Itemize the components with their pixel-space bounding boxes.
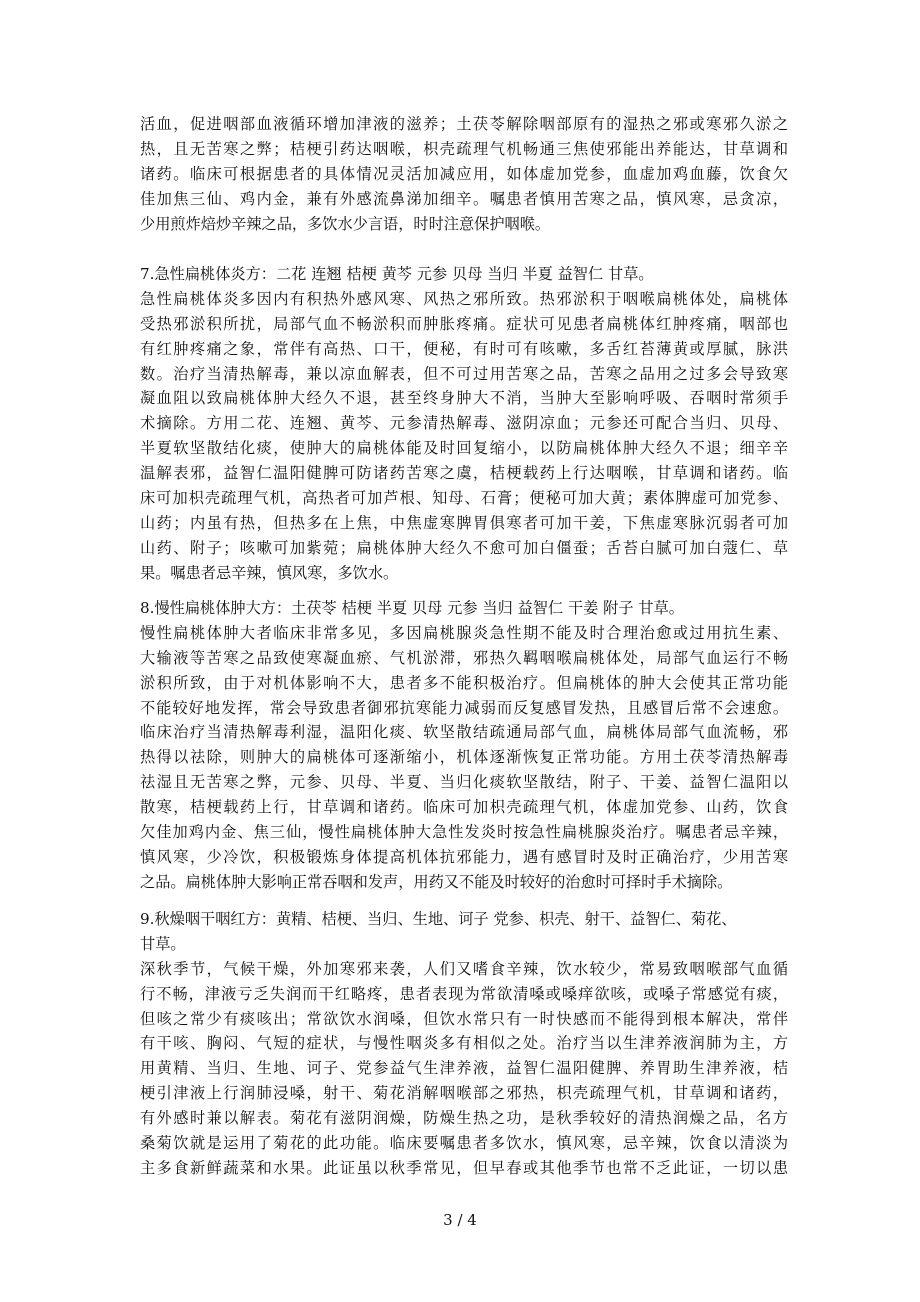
text-line: 受热邪淤积所扰，局部气血不畅淤积而肿胀疼痛。症状可见患者扁桃体红肿疼痛，咽部也 [140,314,788,333]
text-line: 热，且无苦寒之弊；桔梗引药达咽喉，枳壳疏理气机畅通三焦使邪能出养能达，甘草调和 [140,139,788,158]
text-line: 之品。扁桃体肿大影响正常吞咽和发声，用药又不能及时较好的治愈时可择时手术摘除。 [140,872,733,891]
section-heading: 8.慢性扁桃体肿大方：土茯苓 桔梗 半夏 贝母 元参 当归 益智仁 干姜 附子 甘草。 [140,599,684,617]
section-9 [140,907,788,1181]
text-line: 但咳之常少有痰咳出；常欲饮水润嗓，但饮水常只有一时快感而不能得到根本解决，常伴 [140,1009,788,1028]
section-heading-continuation: 甘草。 [140,934,186,953]
page-number: 3 / 4 [443,1211,477,1229]
text-line: 桑菊饮就是运用了菊花的此功能。临床要嘱患者多饮水，慎风寒，忌辛辣，饮食以清淡为 [140,1134,788,1153]
text-line: 半夏软坚散结化痰，使肿大的扁桃体能及时回复缩小，以防扁桃体肿大经久不退；细辛辛 [140,439,788,458]
text-line: 散寒，桔梗载药上行，甘草调和诸药。临床可加枳壳疏理气机，体虚加党参、山药，饮食 [140,798,788,817]
text-line: 行不畅，津液亏乏失润而干红略疼，患者表现为常欲清嗓或嗓痒欲咳，或嗓子常感觉有痰， [140,984,788,1003]
section-heading: 7.急性扁桃体炎方：二花 连翘 桔梗 黄芩 元参 贝母 当归 半夏 益智仁 甘草。 [140,265,654,283]
text-line: 欠佳加鸡内金、焦三仙，慢性扁桃体肿大急性发炎时按急性扁桃腺炎治疗。嘱患者忌辛辣， [140,823,788,842]
text-line: 慢性扁桃体肿大者临床非常多见，多因扁桃腺炎急性期不能及时合理治愈或过用抗生素、 [140,623,788,642]
paragraph-continuation [140,112,788,236]
text-line: 温解表邪，益智仁温阳健脾可防诸药苦寒之虞，桔梗载药上行达咽喉，甘草调和诸药。临 [140,464,788,483]
text-line: 祛湿且无苦寒之弊，元参、贝母、半夏、当归化痰软坚散结，附子、干姜、益智仁温阳以 [140,773,788,792]
text-line: 有干咳、胸闷、气短的症状，与慢性咽炎多有相似之处。治疗当以生津养液润肺为主，方 [140,1034,788,1053]
text-line: 少用煎炸焙炒辛辣之品，多饮水少言语，时时注意保护咽喉。 [140,214,551,233]
text-line: 诸药。临床可根据患者的具体情况灵活加减应用，如体虚加党参，血虚加鸡血藤，饮食欠 [140,164,788,183]
text-line: 术摘除。方用二花、连翘、黄芩、元参清热解毒、滋阴凉血；元参还可配合当归、贝母、 [140,414,788,433]
text-line: 急性扁桃体炎多因内有积热外感风寒、风热之邪所致。热邪淤积于咽喉扁桃体处，扁桃体 [140,289,788,308]
text-line: 山药；内虽有热，但热多在上焦，中焦虚寒脾胃俱寒者可加干姜，下焦虚寒脉沉弱者可加 [140,513,788,532]
text-line: 大输液等苦寒之品致使寒凝血瘀、气机淤滞，邪热久羁咽喉扁桃体处，局部气血运行不畅 [140,648,788,667]
text-line: 慎风寒，少冷饮，积极锻炼身体提高机体抗邪能力，遇有感冒时及时正确治疗，少用苦寒 [140,847,788,866]
text-line: 淤积所致，由于对机体影响不大，患者多不能积极治疗。但扁桃体的肿大会使其正常功能 [140,673,788,692]
section-7 [140,262,788,586]
text-line: 有外感时兼以解表。菊花有滋阴润燥，防燥生热之功，是秋季较好的清热润燥之品，名方 [140,1109,788,1128]
text-line: 活血，促进咽部血液循环增加津液的滋养；土茯苓解除咽部原有的湿热之邪或寒邪久淤之 [140,115,788,133]
text-line: 凝血阻以致扁桃体肿大经久不退，甚至终身肿大不消，当肿大至影响呼吸、吞咽时常须手 [140,389,788,408]
text-line: 数。治疗当清热解毒，兼以凉血解表，但不可过用苦寒之品，苦寒之品用之过多会导致寒 [140,364,788,383]
text-line: 临床治疗当清热解毒利湿，温阳化痰、软坚散结疏通局部气血，扁桃体局部气血流畅，邪 [140,723,788,742]
text-line: 主多食新鲜蔬菜和水果。此证虽以秋季常见，但早春或其他季节也常不乏此证，一切以患 [140,1158,788,1177]
section-8 [140,596,788,895]
text-line: 有红肿疼痛之象，常伴有高热、口干，便秘，有时可有咳嗽，多舌红苔薄黄或厚腻，脉洪 [140,339,788,358]
section-heading: 9.秋燥咽干咽红方：黄精、桔梗、当归、生地、诃子 党参、枳壳、射干、益智仁、菊花、 [140,910,737,928]
text-line: 深秋季节，气候干燥，外加寒邪来袭，人们又嗜食辛辣，饮水较少，常易致咽喉部气血循 [140,959,788,978]
text-line: 果。嘱患者忌辛辣，慎风寒，多饮水。 [140,563,399,582]
text-line: 热得以祛除，则肿大的扁桃体可逐渐缩小，机体逐渐恢复正常功能。方用土茯苓清热解毒 [140,748,788,767]
text-line: 佳加焦三仙、鸡内金，兼有外感流鼻涕加细辛。嘱患者慎用苦寒之品，慎风寒，忌贪凉， [140,189,788,208]
text-line: 梗引津液上行润肺浸嗓，射干、菊花消解咽喉部之邪热，枳壳疏理气机，甘草调和诸药， [140,1084,788,1103]
text-line: 床可加枳壳疏理气机，高热者可加芦根、知母、石膏；便秘可加大黄；素体脾虚可加党参、 [140,489,788,508]
text-line: 用黄精、当归、生地、诃子、党参益气生津养液，益智仁温阳健脾、养胃助生津养液，桔 [140,1059,788,1078]
text-line: 不能较好地发挥，常会导致患者御邪抗寒能力减弱而反复感冒发热，且感冒后常不会速愈。 [140,698,788,717]
text-line: 山药、附子；咳嗽可加紫菀；扁桃体肿大经久不愈可加白僵蚕；舌苔白腻可加白蔻仁、草 [140,538,788,557]
